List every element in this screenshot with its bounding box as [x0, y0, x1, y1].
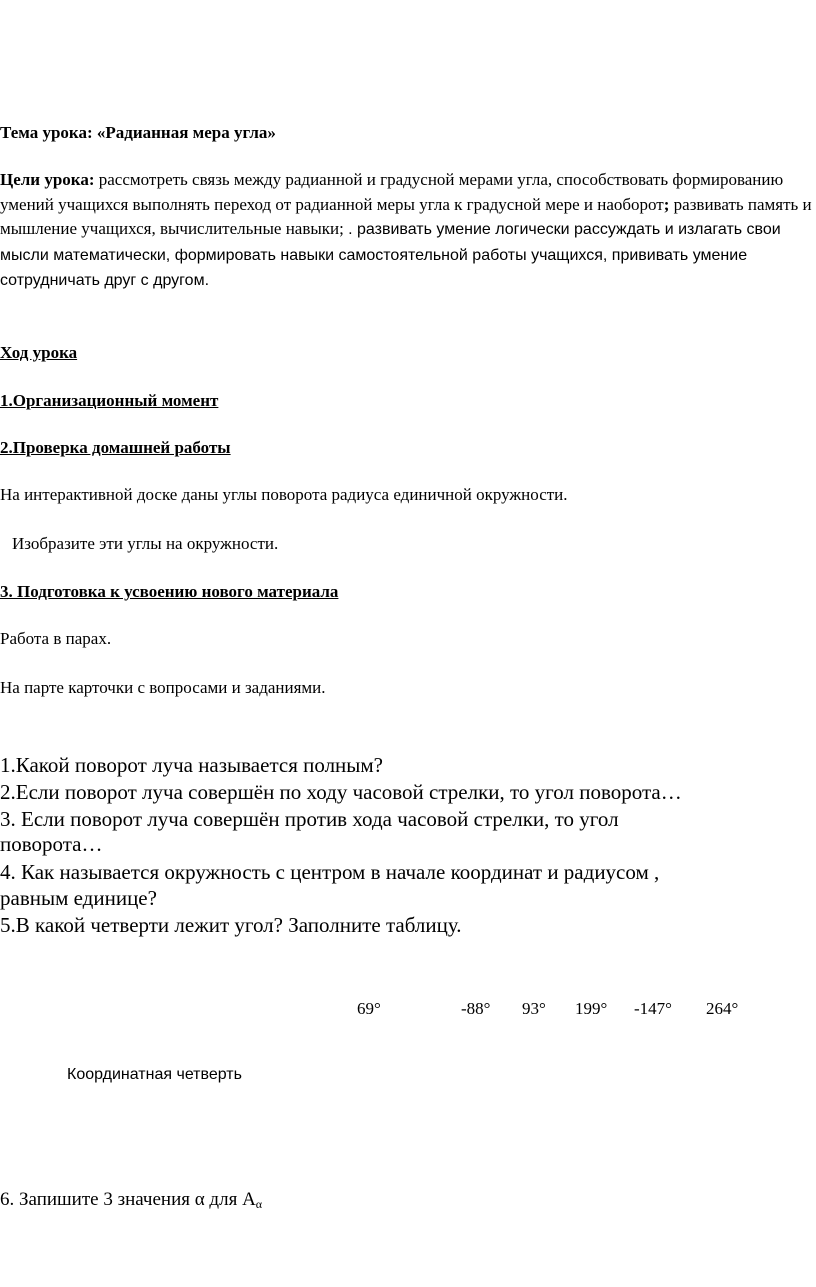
step-3-text-1: Работа в парах.: [0, 629, 112, 648]
step-2-text-1: На интерактивной доске даны углы поворота радиуса единичной окружности.: [0, 485, 568, 504]
step-2-text-2: Изобразите эти углы на окружности.: [12, 534, 279, 553]
step-3-heading: 3. Подготовка к усвоению нового материала: [0, 582, 339, 601]
task-6-subscript: α: [255, 1197, 263, 1211]
goals-text-1: рассмотреть связь между радианной и градусной мерами угла, способствовать формированию умений учащихся выполнять переход от радианной меры угла к градусной мере и наоборот: [0, 170, 784, 214]
angle-cell: -88°: [461, 999, 491, 1018]
angle-cell: 69°: [357, 999, 381, 1018]
angle-cell: 199°: [575, 999, 608, 1018]
step-3-text-2: На парте карточки с вопросами и заданиями.: [0, 678, 326, 697]
step-1-heading: 1.Организационный момент: [0, 391, 219, 410]
question-1: 1.Какой поворот луча называется полным?: [0, 753, 384, 777]
question-3-cont: поворота…: [0, 832, 103, 856]
angle-cell: 93°: [522, 999, 546, 1018]
quarter-row-label: Координатная четверть: [67, 1066, 242, 1083]
lesson-goals: [0, 168, 812, 294]
step-2-heading: 2.Проверка домашней работы: [0, 438, 231, 457]
task-6: [0, 1189, 262, 1212]
angle-cell: -147°: [634, 999, 672, 1018]
question-3: 3. Если поворот луча совершён против хода часовой стрелки, то угол: [0, 807, 619, 831]
goals-semicolon: ;: [663, 194, 670, 214]
goals-text-2: развивать память и мышление учащихся, вычислительные навыки;: [0, 194, 812, 238]
task-6-text: 6. Запишите 3 значения α для А: [0, 1189, 256, 1210]
question-2: 2.Если поворот луча совершён по ходу часовой стрелки, то угол поворота…: [0, 780, 682, 804]
goals-label: Цели урока:: [0, 170, 95, 189]
lesson-title: Тема урока: «Радианная мера угла»: [0, 123, 276, 142]
goals-text-3: . развивать умение логически рассуждать и излагать свои мысли математически, формировать навыки самостоятельной работы учащихся, прививать умение сотрудничать друг с другом.: [0, 221, 781, 289]
course-heading: Ход урока: [0, 343, 78, 362]
question-4-cont: равным единице?: [0, 886, 157, 910]
angle-cell: 264°: [706, 999, 739, 1018]
question-4: 4. Как называется окружность с центром в начале координат и радиусом ,: [0, 860, 660, 884]
question-5: 5.В какой четверти лежит угол? Заполните таблицу.: [0, 913, 462, 937]
